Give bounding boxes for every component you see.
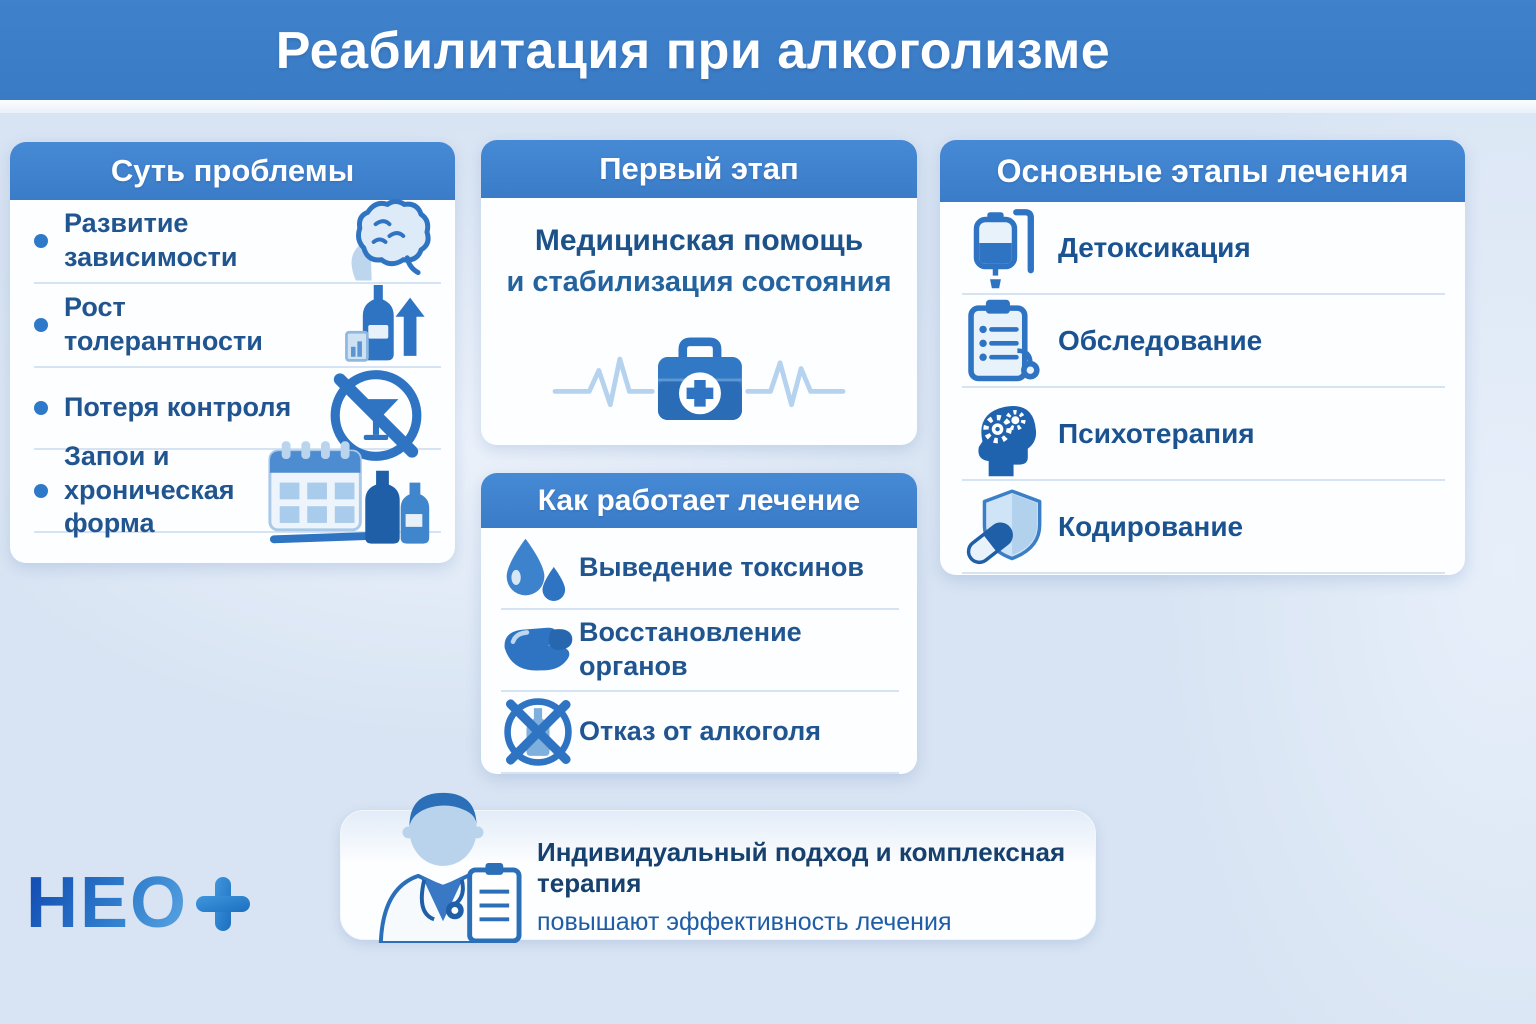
card-first-stage — [481, 140, 917, 445]
bottom-banner — [340, 810, 1096, 940]
item-label: Запои и хроническая форма — [64, 440, 235, 539]
item-label: Потеря контроля — [64, 392, 292, 423]
head-gears-icon — [962, 390, 1058, 478]
banner-text — [537, 811, 1095, 937]
logo — [26, 862, 252, 944]
card-treatment-header: Как работает лечение — [481, 473, 917, 528]
list-item — [962, 481, 1445, 574]
card-stages-header: Основные этапы лечения — [940, 140, 1465, 202]
brain-icon — [335, 197, 435, 286]
item-label: Рост толерантности — [64, 292, 263, 356]
banner-line1: Индивидуальный подход и комплексная терапия — [537, 837, 1066, 898]
page-title: Реабилитация при алкоголизме — [275, 22, 1111, 80]
list-item — [34, 440, 441, 539]
list-item — [501, 528, 899, 610]
first-stage-line2: и стабилизация состояния — [506, 266, 892, 298]
problem-list — [10, 200, 455, 539]
item-label: Развитие зависимости — [64, 208, 238, 272]
bullet-icon — [34, 318, 48, 332]
item-label: Восстановление органов — [579, 617, 802, 681]
logo-text: НЕО — [26, 863, 189, 943]
bullet-icon — [34, 401, 48, 415]
stages-list — [940, 202, 1465, 574]
card-stages — [940, 140, 1465, 575]
card-problem — [10, 142, 455, 563]
item-label: Отказ от алкоголя — [579, 716, 821, 747]
no-bottle-icon — [501, 695, 579, 769]
item-label: Обследование — [1058, 325, 1263, 356]
list-item — [501, 692, 899, 774]
drops-icon — [501, 533, 579, 603]
calendar-bottles-icon — [263, 429, 441, 552]
card-treatment — [481, 473, 917, 774]
plus-icon — [194, 875, 252, 938]
item-label: Психотерапия — [1058, 418, 1255, 449]
card-first-stage-header: Первый этап — [481, 140, 917, 198]
list-item — [34, 284, 441, 368]
item-label: Детоксикация — [1058, 232, 1251, 263]
first-stage-line1: Медицинская помощь — [534, 224, 864, 257]
item-label: Кодирование — [1058, 511, 1244, 542]
bullet-icon — [34, 484, 48, 498]
banner-line2: повышают эффективность лечения — [537, 908, 952, 936]
clipboard-stethoscope-icon — [962, 297, 1058, 385]
iv-drip-icon — [962, 205, 1058, 291]
bullet-icon — [34, 234, 48, 248]
list-item — [962, 388, 1445, 481]
treatment-list — [481, 528, 917, 774]
list-item — [962, 202, 1445, 295]
shield-pill-icon — [962, 485, 1058, 569]
liver-icon — [501, 621, 579, 679]
card-problem-header: Суть проблемы — [10, 142, 455, 200]
first-stage-text — [481, 224, 917, 299]
doctor-icon — [355, 785, 531, 943]
list-item — [501, 610, 899, 692]
list-item — [962, 295, 1445, 388]
medkit-ekg-icon — [481, 317, 917, 441]
item-label: Выведение токсинов — [579, 552, 864, 583]
list-item — [34, 200, 441, 284]
